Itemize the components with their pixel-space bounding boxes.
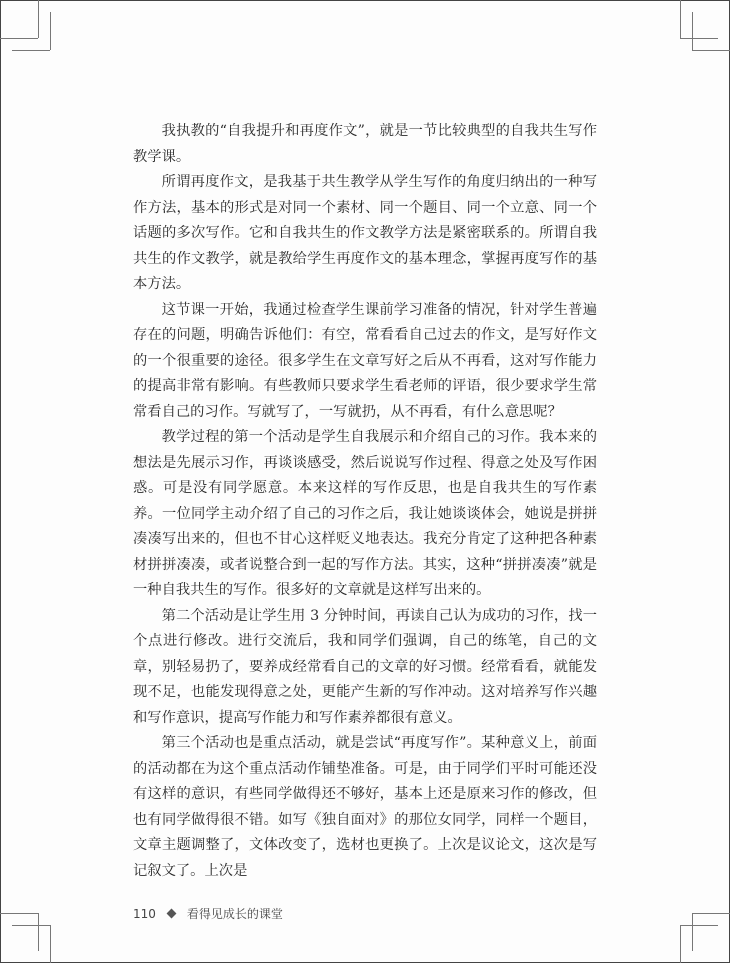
paragraph: 这节课一开始，我通过检查学生课前学习准备的情况，针对学生普遍存在的问题，明确告诉他们：有空，常看看自己过去的作文，是写好作文的一个很重要的途径。很多学生在文章写好之后从不再看，这对写作能力的提高非常有影响。有些教师只要求学生看老师的评语，很少要求学生常常看自己的习作。写就写了，一写就扔，从不再看，有什么意思呢？ xyxy=(133,301,597,420)
paragraph: 我执教的“自我提升和再度作文”，就是一节比较典型的自我共生写作教学课。 xyxy=(133,123,597,165)
paragraph: 所谓再度作文，是我基于共生教学从学生写作的角度归纳出的一种写作方法，基本的形式是对同一个素材、同一个题目、同一个立意、同一个话题的多次写作。它和自我共生的作文教学方法是紧密联系的。所谓自我共生的作文教学，就是教给学生再度作文的基本理念，掌握再度写作的基本方法。 xyxy=(133,174,597,292)
page-content xyxy=(133,0,597,922)
book-title: 看得见成长的课堂 xyxy=(186,907,283,921)
paragraph: 第三个活动也是重点活动，就是尝试“再度写作”。某种意义上，前面的活动都在为这个重点活动作铺垫准备。可是，由于同学们平时可能还没有这样的意识，有些同学做得还不够好，基本上还是原来习作的修改，但也有同学做得很不错。如写《独自面对》的那位女同学，同样一个题目，文章主题调整了，文体改变了，选材也更换了。上次是议论文，这次是写记叙文了。上次是 xyxy=(133,735,597,879)
page-footer xyxy=(133,906,597,922)
body-text xyxy=(133,119,597,884)
diamond-icon xyxy=(166,909,176,919)
paragraph: 第二个活动是让学生用 3 分钟时间，再读自己认为成功的习作，找一个点进行修改。进行交流后，我和同学们强调，自己的练笔，自己的文章，别轻易扔了，要养成经常看自己的文章的好习惯。经常看看，就能发现不足，也能发现得意之处，更能产生新的写作冲动。这对培养写作兴趣和写作意识，提高写作能力和写作素养都很有意义。 xyxy=(133,607,597,726)
paragraph: 教学过程的第一个活动是学生自我展示和介绍自己的习作。我本来的想法是先展示习作，再谈谈感受，然后说说写作过程、得意之处及写作困惑。可是没有同学愿意。本来这样的写作反思，也是自我共生的写作素养。一位同学主动介绍了自己的习作之后，我让她谈谈体会，她说是拼拼凑凑写出来的，但也不甘心这样贬义地表达。我充分肯定了这种把各种素材拼拼凑凑，或者说整合到一起的写作方法。其实，这种“拼拼凑凑”就是一种自我共生的写作。很多好的文章就是这样写出来的。 xyxy=(133,429,597,598)
page-number: 110 xyxy=(133,907,156,921)
